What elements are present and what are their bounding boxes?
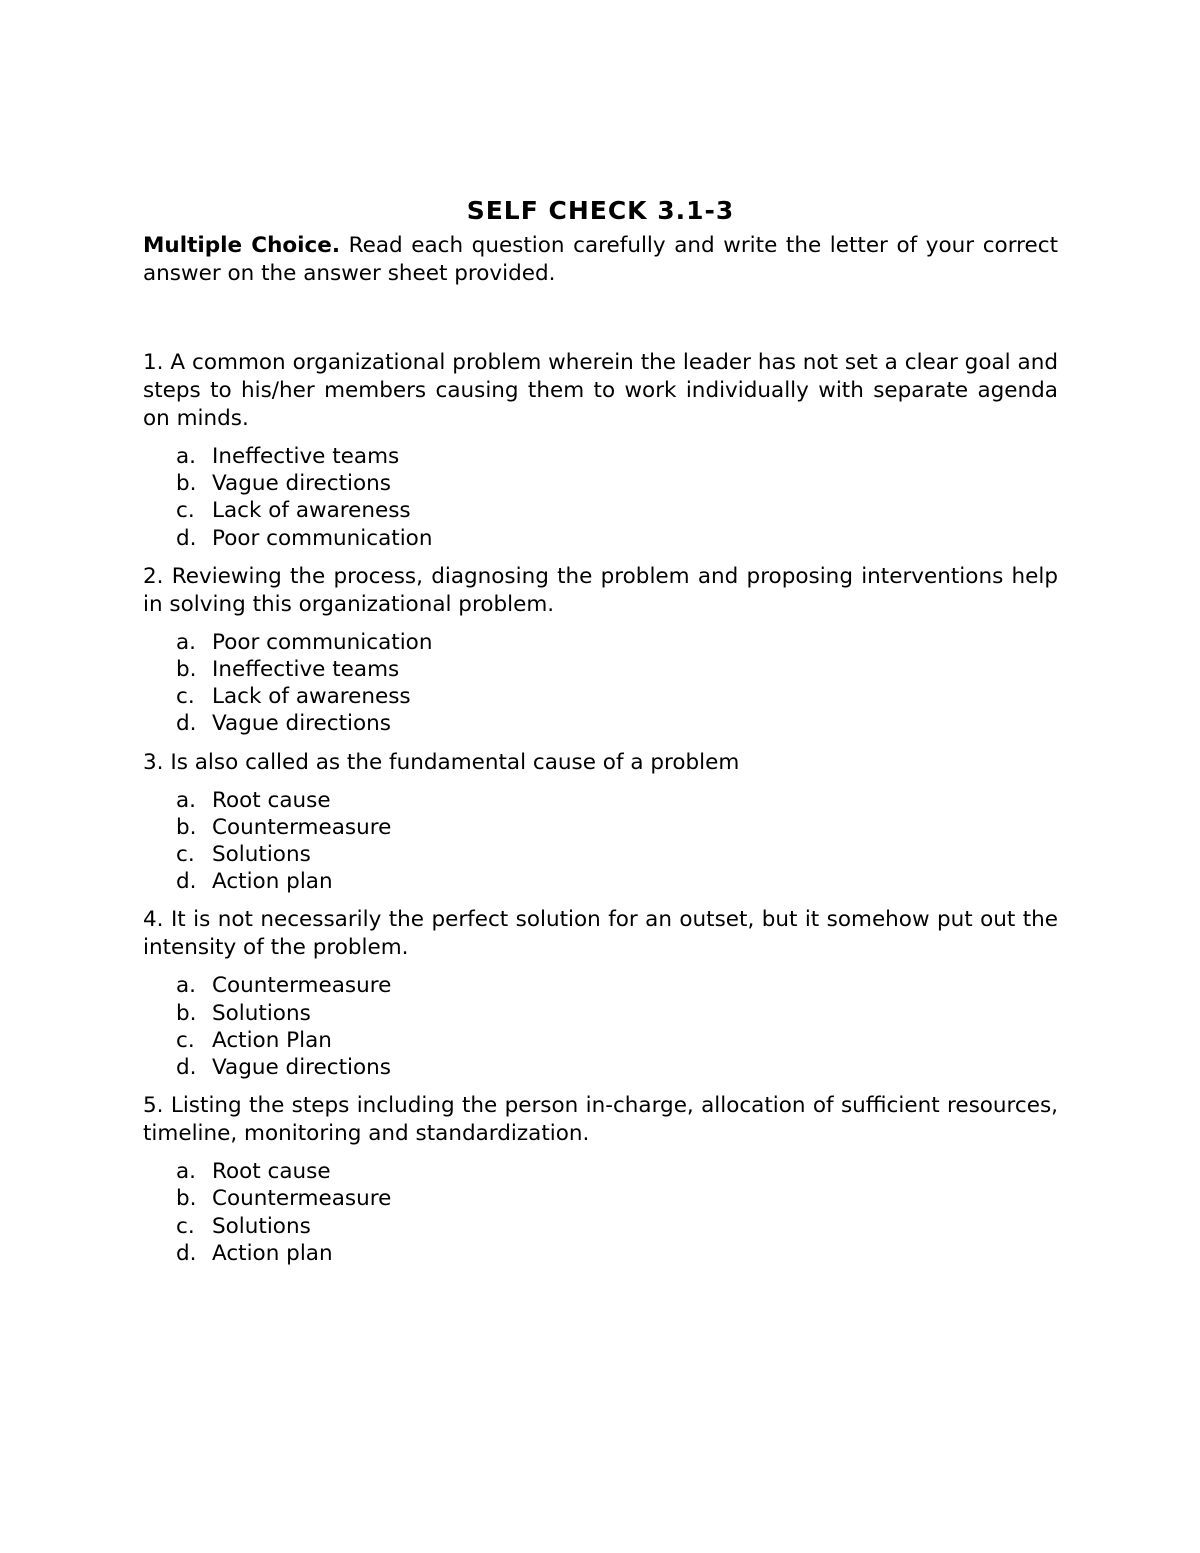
- option-text: Lack of awareness: [212, 684, 411, 710]
- question-body: Reviewing the process, diagnosing the problem and proposing interventions help in solving this organizational problem.: [143, 563, 1058, 617]
- question-block: [143, 1092, 1058, 1267]
- question-body: It is not necessarily the perfect solution for an outset, but it somehow put out the intensity of the problem.: [143, 907, 1058, 961]
- option-text: Action plan: [212, 869, 333, 895]
- option-item: [143, 1240, 1058, 1267]
- option-letter: a.: [176, 973, 197, 999]
- option-item: [143, 1000, 1058, 1027]
- option-item: [143, 1213, 1058, 1240]
- question-text: [143, 906, 1058, 962]
- question-body: Is also called as the fundamental cause of a problem: [170, 749, 740, 775]
- option-text: Solutions: [212, 1000, 311, 1026]
- option-item: [143, 1185, 1058, 1212]
- option-letter: a.: [176, 1159, 197, 1185]
- option-item: [143, 1054, 1058, 1081]
- option-letter: c.: [176, 842, 195, 868]
- question-number: 1.: [143, 350, 164, 375]
- question-block: [143, 906, 1058, 1081]
- question-text: [143, 749, 1058, 777]
- instructions-label: Multiple Choice.: [143, 233, 341, 258]
- option-item: [143, 1027, 1058, 1054]
- page-title: SELF CHECK 3.1-3: [466, 196, 735, 225]
- option-letter: c.: [176, 684, 195, 710]
- option-text: Poor communication: [212, 629, 433, 655]
- option-text: Countermeasure: [212, 1186, 392, 1212]
- option-letter: a.: [176, 629, 197, 655]
- option-letter: c.: [176, 1027, 195, 1053]
- option-list: [143, 787, 1058, 896]
- option-item: [143, 710, 1058, 737]
- option-item: [143, 470, 1058, 497]
- option-text: Vague directions: [212, 471, 391, 497]
- option-letter: b.: [176, 1186, 197, 1212]
- question-number: 2.: [143, 563, 164, 589]
- option-item: [143, 814, 1058, 841]
- option-text: Vague directions: [212, 1055, 391, 1081]
- option-item: [143, 972, 1058, 999]
- question-body: Listing the steps including the person in-charge, allocation of sufficient resources, timeline, monitoring and standardization.: [143, 1093, 1058, 1147]
- option-letter: b.: [176, 471, 197, 497]
- question-body: A common organizational problem wherein the leader has not set a clear goal and steps to his/her members causing them to work individually with separate agenda on minds.: [143, 350, 1058, 431]
- option-text: Ineffective teams: [212, 444, 400, 469]
- option-letter: d.: [176, 711, 197, 737]
- option-letter: c.: [176, 1213, 195, 1239]
- option-text: Solutions: [212, 842, 311, 868]
- option-text: Countermeasure: [212, 973, 392, 999]
- option-letter: a.: [176, 787, 197, 813]
- option-list: [143, 1158, 1058, 1267]
- question-text: [143, 563, 1058, 619]
- option-item: [143, 656, 1058, 683]
- question-number: 4.: [143, 907, 164, 933]
- option-letter: d.: [176, 1055, 197, 1081]
- option-text: Root cause: [212, 1159, 331, 1185]
- question-block: [143, 349, 1058, 552]
- document-page: [143, 194, 1058, 1267]
- option-text: Root cause: [212, 787, 331, 813]
- option-text: Action plan: [212, 1240, 333, 1266]
- option-item: [143, 1158, 1058, 1185]
- option-letter: c.: [176, 498, 195, 524]
- question-text: [143, 1092, 1058, 1148]
- option-letter: b.: [176, 814, 197, 840]
- option-text: Vague directions: [212, 711, 391, 737]
- question-block: [143, 563, 1058, 738]
- option-item: [143, 629, 1058, 656]
- question-text: [143, 349, 1058, 433]
- option-item: [143, 787, 1058, 814]
- option-item: [143, 868, 1058, 895]
- question-number: 3.: [143, 749, 164, 775]
- option-item: [143, 443, 1058, 470]
- instructions: [143, 232, 1058, 288]
- option-letter: b.: [176, 1000, 197, 1026]
- option-text: Poor communication: [212, 525, 433, 551]
- instructions-text: Read each question carefully and write the letter of your correct answer on the answer sheet provided.: [143, 233, 1059, 286]
- question-list: [143, 349, 1058, 1267]
- question-number: 5.: [143, 1093, 164, 1119]
- option-list: [143, 629, 1058, 738]
- option-text: Countermeasure: [212, 814, 392, 840]
- option-letter: d.: [176, 1240, 197, 1266]
- option-item: [143, 683, 1058, 710]
- option-text: Solutions: [212, 1213, 311, 1239]
- option-list: [143, 972, 1058, 1081]
- question-block: [143, 749, 1058, 896]
- option-letter: b.: [176, 657, 197, 683]
- option-item: [143, 497, 1058, 524]
- option-letter: a.: [176, 444, 197, 469]
- option-item: [143, 525, 1058, 552]
- option-letter: d.: [176, 869, 197, 895]
- option-list: [143, 443, 1058, 552]
- option-text: Ineffective teams: [212, 657, 400, 683]
- option-text: Lack of awareness: [212, 498, 411, 524]
- option-letter: d.: [176, 525, 197, 551]
- option-item: [143, 841, 1058, 868]
- option-text: Action Plan: [212, 1027, 332, 1053]
